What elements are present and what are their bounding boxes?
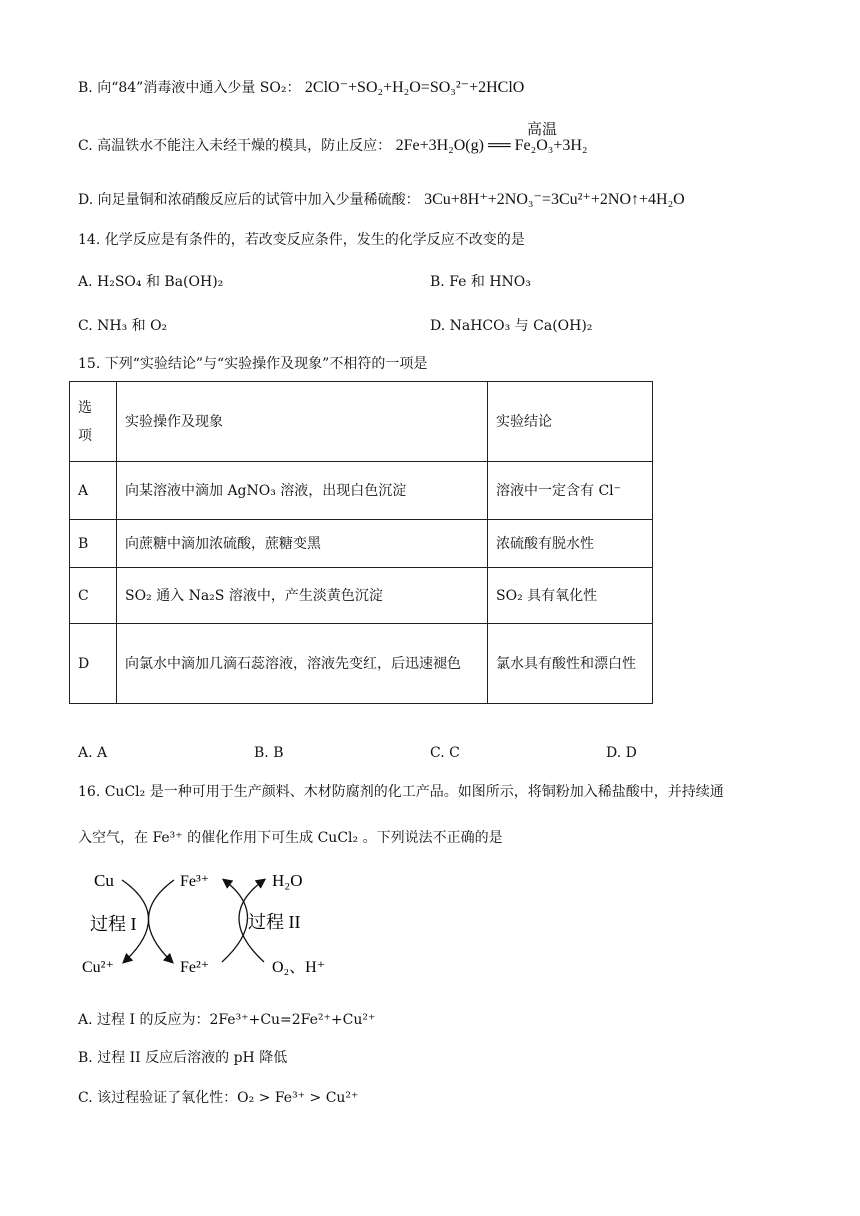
row-conclusion: SO₂ 具有氧化性 [488, 568, 653, 624]
q14-option-b: B. Fe 和 HNO₃ [430, 274, 531, 290]
header-operation: 实验操作及现象 [117, 382, 488, 462]
h2o-label: H₂O [272, 871, 303, 890]
fe3-label: Fe³⁺ [180, 873, 210, 890]
q15-table [69, 381, 653, 704]
q15-answer-b: B. B [254, 745, 284, 761]
q16-stem-line1: 16. CuCl₂ 是一种可用于生产颜料、木材防腐剂的化工产品。如图所示，将铜粉加入稀盐酸中，并持续通 [78, 784, 724, 800]
row-option: B [70, 520, 117, 568]
q14-option-a: A. H₂SO₄ 和 Ba(OH)₂ [78, 274, 224, 290]
process-1-label: 过程 I [90, 914, 137, 934]
arrow-fe2-to-fe3 [222, 880, 248, 962]
q13-option-d [78, 190, 685, 210]
row-option: C [70, 568, 117, 624]
q16-stem-line2: 入空气，在 Fe³⁺ 的催化作用下可生成 CuCl₂ 。下列说法不正确的是 [78, 830, 503, 846]
row-option: D [70, 624, 117, 704]
q13-option-b-label: B. 向“84”消毒液中通入少量 SO₂： [78, 80, 301, 96]
cu2-label: Cu²⁺ [82, 959, 114, 976]
header-option: 选项 [70, 382, 117, 462]
row-operation: 向蔗糖中滴加浓硫酸，蔗糖变黑 [117, 520, 488, 568]
table-row [70, 568, 653, 624]
q13-reaction-condition: 高温 [527, 120, 558, 138]
process-2-label: 过程 II [248, 912, 301, 932]
row-operation: SO₂ 通入 Na₂S 溶液中，产生淡黄色沉淀 [117, 568, 488, 624]
q13-option-b-equation: 2ClO⁻+SO₂+H₂O=SO₃²⁻+2HClO [304, 79, 525, 96]
arrow-fe3-to-fe2 [148, 880, 174, 962]
table-row [70, 624, 653, 704]
row-operation: 向氯水中滴加几滴石蕊溶液，溶液先变红，后迅速褪色 [117, 624, 488, 704]
q16-cycle-diagram [78, 866, 338, 982]
row-option: A [70, 462, 117, 520]
q14-option-d: D. NaHCO₃ 与 Ca(OH)₂ [430, 318, 593, 334]
q14-option-c: C. NH₃ 和 O₂ [78, 318, 168, 334]
q13-option-c-equation: 2Fe+3H₂O(g) ══ Fe₂O₃+3H₂ [395, 137, 588, 154]
q15-answer-a: A. A [78, 745, 108, 761]
q13-option-b [78, 78, 524, 98]
fe2-label: Fe²⁺ [180, 959, 210, 976]
q13-option-d-equation: 3Cu+8H⁺+2NO₃⁻=3Cu²⁺+2NO↑+4H₂O [424, 191, 685, 208]
q15-answer-c: C. C [430, 745, 460, 761]
cu-label: Cu [94, 871, 114, 890]
q16-option-a: A. 过程 I 的反应为：2Fe³⁺+Cu=2Fe²⁺+Cu²⁺ [78, 1012, 376, 1028]
q16-option-b: B. 过程 II 反应后溶液的 pH 降低 [78, 1050, 288, 1066]
row-conclusion: 浓硫酸有脱水性 [488, 520, 653, 568]
row-operation: 向某溶液中滴加 AgNO₃ 溶液，出现白色沉淀 [117, 462, 488, 520]
table-row [70, 462, 653, 520]
table-header-row [70, 382, 653, 462]
q13-option-c [78, 136, 587, 156]
q14-stem: 14. 化学反应是有条件的，若改变反应条件，发生的化学反应不改变的是 [78, 232, 525, 248]
o2-h-label: O₂、H⁺ [272, 959, 326, 976]
table-row [70, 520, 653, 568]
q13-option-c-label: C. 高温铁水不能注入未经干燥的模具，防止反应： [78, 138, 392, 154]
q15-answer-d: D. D [606, 745, 637, 761]
q15-stem: 15. 下列“实验结论”与“实验操作及现象”不相符的一项是 [78, 356, 428, 372]
row-conclusion: 氯水具有酸性和漂白性 [488, 624, 653, 704]
q16-option-c: C. 该过程验证了氧化性：O₂ > Fe³⁺ > Cu²⁺ [78, 1090, 359, 1106]
q13-option-d-label: D. 向足量铜和浓硝酸反应后的试管中加入少量稀硫酸： [78, 192, 420, 208]
row-conclusion: 溶液中一定含有 Cl⁻ [488, 462, 653, 520]
header-conclusion: 实验结论 [488, 382, 653, 462]
